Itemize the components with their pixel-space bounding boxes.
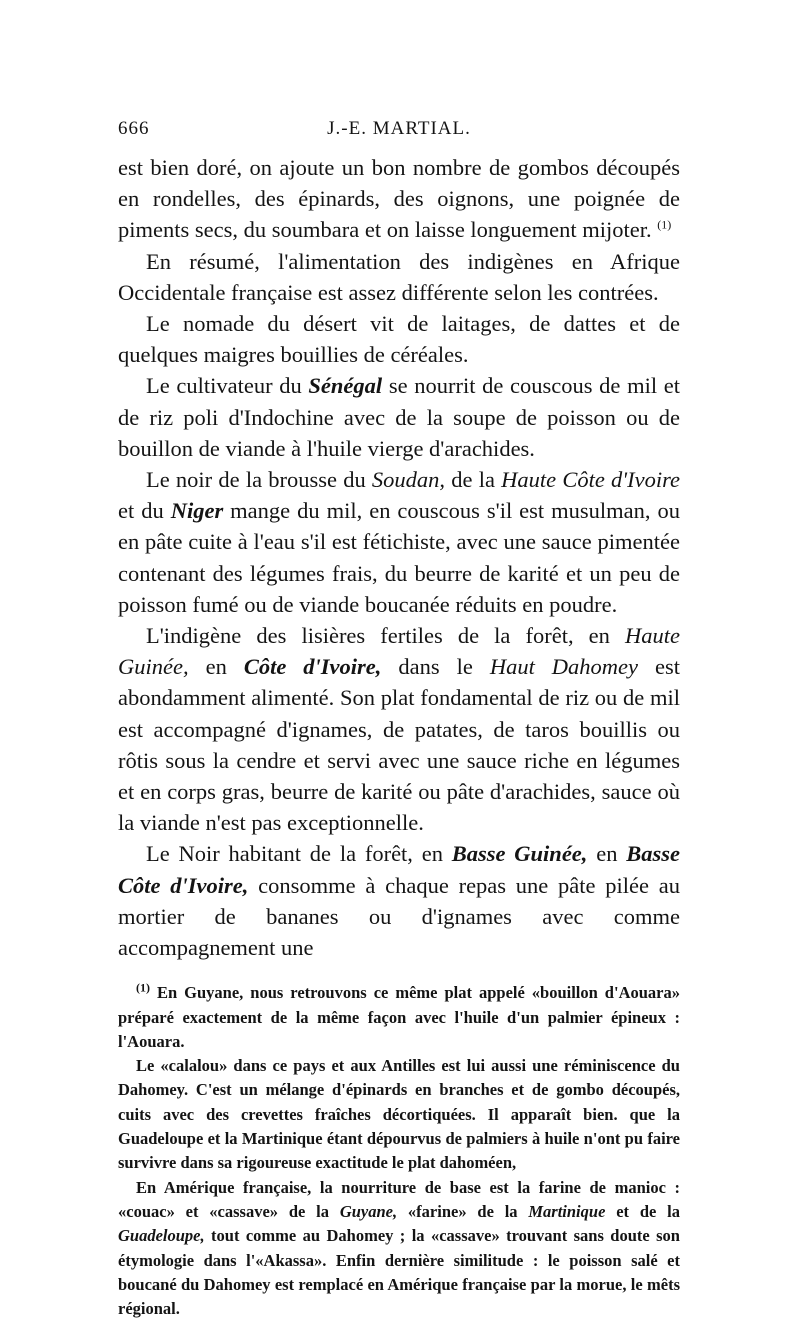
paragraph-text: En résumé, l'alimentation des indigènes en Afrique Occidentale française est assez différente selon les contrées.	[118, 248, 680, 305]
footnote	[118, 981, 680, 1054]
text-segment: et du	[118, 498, 171, 524]
text-segment: se nourrit de couscous de mil et de riz poli d'Indochine avec de la soupe de poisson ou de bouillon de viande à l'huile vierge d'arachides.	[118, 373, 680, 461]
paragraph	[118, 620, 680, 838]
place-name: Guadeloupe	[118, 1129, 204, 1149]
footnote	[118, 1176, 680, 1321]
place-name: Haute Guinée,	[118, 623, 680, 680]
place-name: Niger	[170, 498, 224, 524]
paragraph-text: est bien doré, on ajoute un bon nombre de gombos découpés en rondelles, des épinards, des oignons, une poignée de piments secs, du soumbara et on laisse longuement mijoter.	[118, 155, 680, 243]
text-segment: mange du mil, en couscous s'il est musulman, ou en pâte cuite à l'eau s'il est fétichiste, avec une sauce pimentée contenant des légumes frais, du beurre de karité et un peu de poisson fumé ou de viande boucanée réduits en poudre.	[118, 498, 680, 617]
footnote-text: En Guyane, nous retrouvons ce même plat appelé «bouillon d'Aouara» préparé exactement de la même façon avec l'huile d'un palmier épineux : l'Aouara.	[118, 983, 680, 1051]
text-segment: «farine» de la	[397, 1201, 529, 1221]
text-segment: Le noir de la brousse du	[146, 467, 372, 493]
text-segment: En Amérique française, la nourriture de base est la farine de manioc : «couac» et «cassave» de la	[118, 1177, 680, 1221]
text-segment: Le Noir habitant de la forêt, en	[146, 841, 452, 867]
footnote-reference: (1)	[657, 217, 672, 232]
place-name: Martinique	[241, 1129, 323, 1149]
text-segment: dans le	[381, 654, 490, 680]
paragraph	[118, 308, 680, 370]
place-name: Guadeloupe,	[118, 1226, 205, 1246]
text-segment: et de la	[605, 1201, 681, 1221]
main-text	[118, 152, 680, 963]
text-segment: en	[188, 654, 244, 680]
place-name: Haut Dahomey	[489, 654, 639, 680]
place-name: Basse Guinée,	[451, 841, 588, 867]
footnote-marker: (1)	[136, 980, 150, 995]
place-name: Soudan,	[371, 467, 446, 493]
paragraph	[118, 838, 680, 963]
book-page	[118, 118, 680, 1321]
text-segment: tout comme au Dahomey ; la «cassave» trouvant sans doute son étymologie dans l'«Akassa». Enfin dernière similitude : le poisson salé et boucané du Dahomey est remplacé en Amérique française par la morue, le mêts régional.	[118, 1226, 680, 1319]
footnote	[118, 1054, 680, 1175]
text-segment: consomme à chaque repas une pâte pilée au mortier de bananes ou d'ignames avec comme accompagnement une	[118, 872, 681, 961]
page-number: 666	[118, 118, 150, 139]
text-segment: étant dépourvus de palmiers à huile n'ont pu faire survivre dans sa rigoureuse exactitude le plat dahoméen,	[118, 1129, 681, 1173]
place-name: Guyane,	[339, 1201, 398, 1221]
paragraph	[118, 464, 680, 620]
paragraph	[118, 246, 680, 308]
page-header	[118, 118, 680, 148]
place-name: Côte d'Ivoire,	[243, 654, 382, 680]
paragraph	[118, 370, 680, 464]
place-name: Sénégal	[308, 373, 383, 399]
place-name: Basse Côte d'Ivoire,	[118, 841, 680, 898]
place-name: Martinique	[528, 1201, 606, 1221]
running-title: J.-E. MARTIAL.	[327, 118, 471, 139]
paragraph-text: Le nomade du désert vit de laitages, de dattes et de quelques maigres bouillies de céréales.	[118, 311, 680, 368]
place-name: Haute Côte d'Ivoire	[501, 467, 680, 493]
text-segment: en	[587, 841, 627, 867]
text-segment: Le «	[136, 1056, 169, 1076]
text-segment: » dans ce pays et aux Antilles est lui aussi une réminiscence du Dahomey. C'est un mélange d'épinards en branches et de gombo découpés, cuits avec des crevettes fraîches décortiquées. Il apparaît bien. que la	[118, 1056, 680, 1124]
term: calalou	[168, 1056, 220, 1076]
footnotes	[118, 981, 680, 1321]
text-segment: est abondamment alimenté. Son plat fondamental de riz ou de mil est accompagné d'ignames, de patates, de taros bouillis ou rôtis sous la cendre et servi avec une sauce riche en légumes et en corps gras, beurre de karité ou pâte d'arachides, sauce où la viande n'est pas exceptionnelle.	[118, 654, 681, 836]
text-segment: L'indigène des lisières fertiles de la forêt, en	[146, 623, 625, 649]
paragraph	[118, 152, 680, 246]
text-segment: et la	[203, 1129, 242, 1149]
text-segment: de la	[445, 467, 502, 493]
text-segment: Le cultivateur du	[146, 373, 309, 399]
